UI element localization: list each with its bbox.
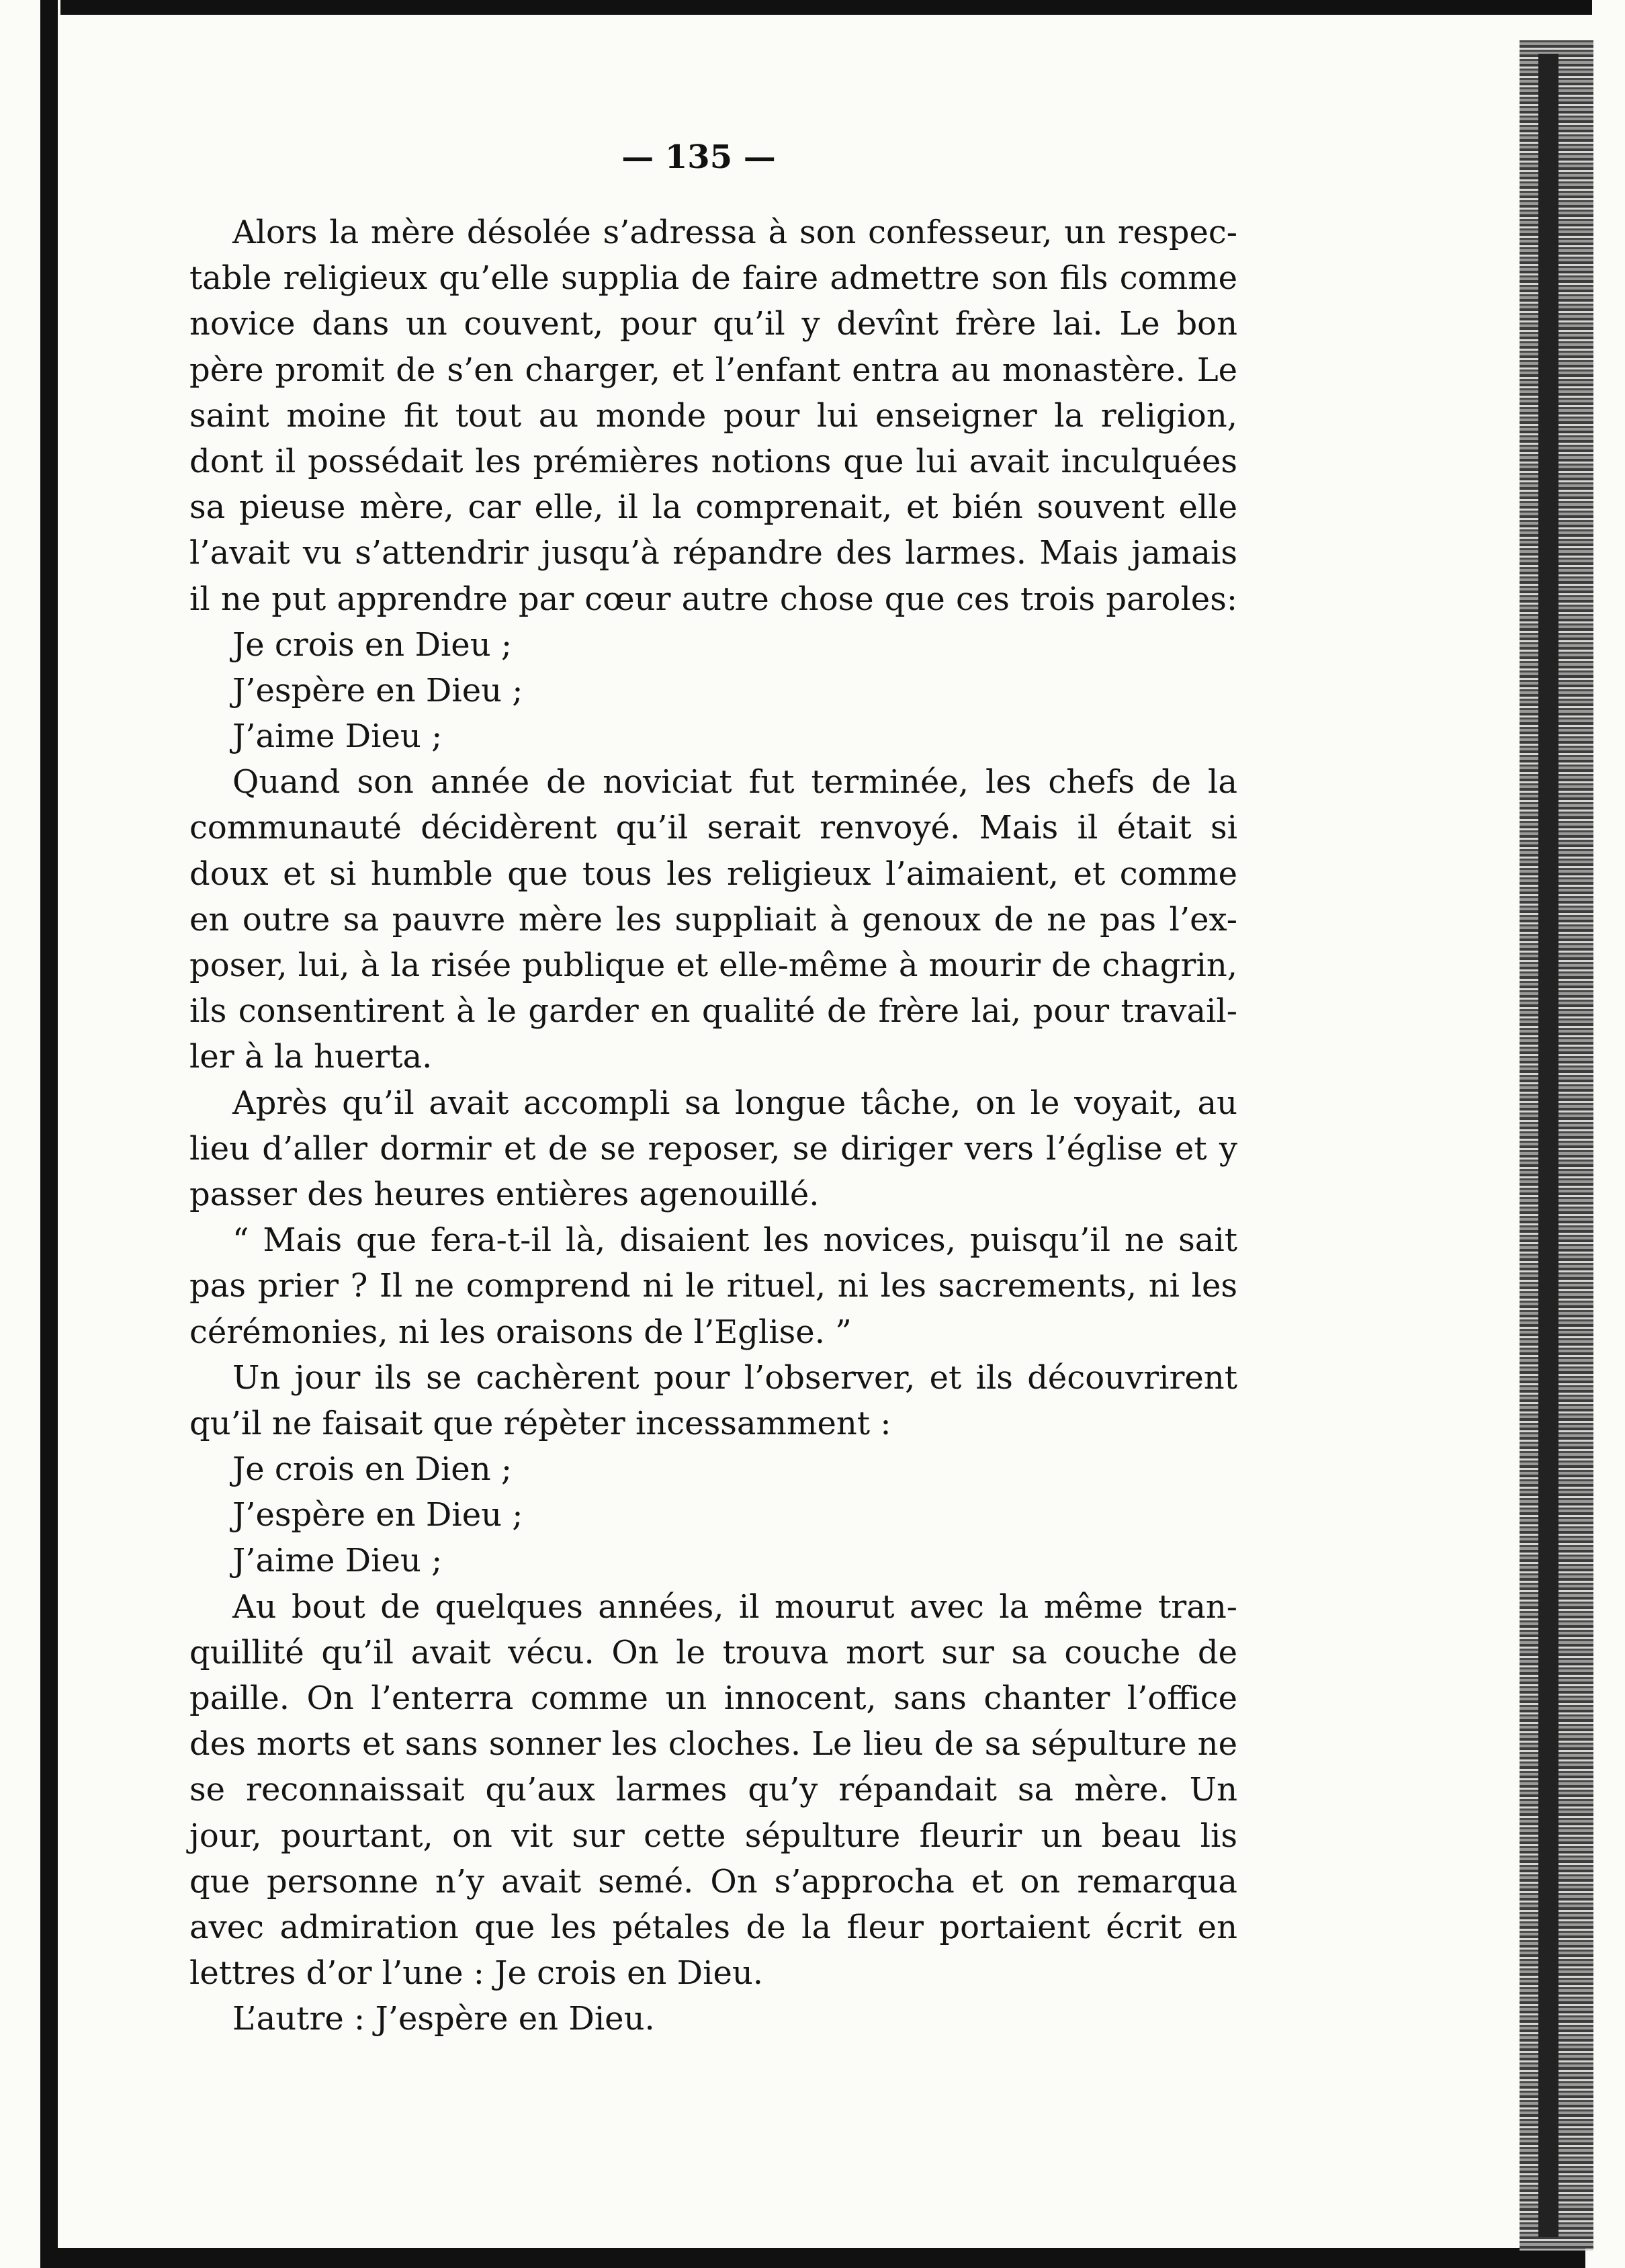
text-line: Après qu’il avait accompli sa longue tâche, on le voyait, au	[232, 1084, 1237, 1122]
text-line: des morts et sans sonner les cloches. Le lieu de sa sépulture ne	[189, 1725, 1237, 1763]
text-line: avec admiration que les pétales de la fleur portaient écrit en	[189, 1908, 1237, 1946]
text-line: cérémonies, ni les oraisons de l’Eglise. ”	[189, 1313, 852, 1351]
scan-edge-right-inner	[1538, 54, 1558, 2237]
scan-edge-left	[40, 0, 58, 2268]
text-line: il ne put apprendre par cœur autre chose que ces trois paroles:	[189, 580, 1237, 618]
text-line: passer des heures entières agenouillé.	[189, 1175, 820, 1213]
text-line: lieu d’aller dormir et de se reposer, se diriger vers l’église et y	[189, 1129, 1237, 1168]
scan-edge-bottom	[40, 2248, 1585, 2268]
text-line: poser, lui, à la risée publique et elle-même à mourir de chagrin,	[189, 947, 1237, 984]
text-line: Je crois en Dien ;	[232, 1450, 513, 1489]
text-line: table religieux qu’elle supplia de faire admettre son fils comme	[189, 259, 1237, 298]
text-line: J’aime Dieu ;	[232, 717, 443, 756]
text-line: jour, pourtant, on vit sur cette sépulture fleurir un beau lis	[189, 1817, 1237, 1855]
text-line: novice dans un couvent, pour qu’il y devînt frère lai. Le bon	[189, 305, 1237, 343]
text-line: Au bout de quelques années, il mourut avec la même tran-	[232, 1587, 1237, 1626]
text-line: saint moine fit tout au monde pour lui enseigner la religion,	[189, 396, 1237, 435]
text-line: paille. On l’enterra comme un innocent, sans chanter l’office	[189, 1680, 1237, 1717]
text-line: doux et si humble que tous les religieux l’aimaient, et comme	[189, 855, 1237, 893]
body-text	[189, 210, 1237, 2042]
scan-edge-top	[60, 0, 1592, 15]
text-line: quillité qu’il avait vécu. On le trouva mort sur sa couche de	[189, 1633, 1237, 1671]
text-line: Quand son année de noviciat fut terminée, les chefs de la	[232, 763, 1237, 801]
text-line: J’espère en Dieu ;	[232, 1496, 523, 1534]
text-line: sa pieuse mère, car elle, il la comprenait, et bién souvent elle	[189, 488, 1237, 527]
text-line: Un jour ils se cachèrent pour l’observer, et ils découvrirent	[232, 1358, 1237, 1397]
page-number: — 135 —	[621, 138, 776, 176]
text-line: communauté décidèrent qu’il serait renvoyé. Mais il était si	[189, 809, 1237, 847]
text-line: père promit de s’en charger, et l’enfant entra au monastère. Le	[189, 351, 1237, 389]
text-line: “ Mais que fera-t-il là, disaient les novices, puisqu’il ne sait	[232, 1221, 1237, 1260]
text-line: dont il possédait les prémières notions que lui avait inculquées	[189, 442, 1237, 480]
text-line: l’avait vu s’attendrir jusqu’à répandre des larmes. Mais jamais	[189, 534, 1237, 572]
text-line: Je crois en Dieu ;	[232, 625, 513, 664]
text-line: Alors la mère désolée s’adressa à son confesseur, un respec-	[232, 214, 1237, 251]
text-line: ils consentirent à le garder en qualité de frère lai, pour travail-	[189, 992, 1237, 1031]
text-line: pas prier ? Il ne comprend ni le rituel, ni les sacrements, ni les	[189, 1267, 1237, 1305]
text-line: se reconnaissait qu’aux larmes qu’y répandait sa mère. Un	[189, 1771, 1237, 1809]
text-line: que personne n’y avait semé. On s’approcha et on remarqua	[189, 1862, 1237, 1901]
text-line: J’espère en Dieu ;	[232, 671, 523, 709]
text-line: ler à la huerta.	[189, 1038, 433, 1076]
text-line: qu’il ne faisait que répèter incessamment :	[189, 1404, 891, 1442]
text-line: lettres d’or l’une : Je crois en Dieu.	[189, 1954, 764, 1993]
text-line: J’aime Dieu ;	[232, 1542, 443, 1580]
text-line: L’autre : J’espère en Dieu.	[232, 2000, 655, 2038]
text-line: en outre sa pauvre mère les suppliait à genoux de ne pas l’ex-	[189, 900, 1237, 939]
